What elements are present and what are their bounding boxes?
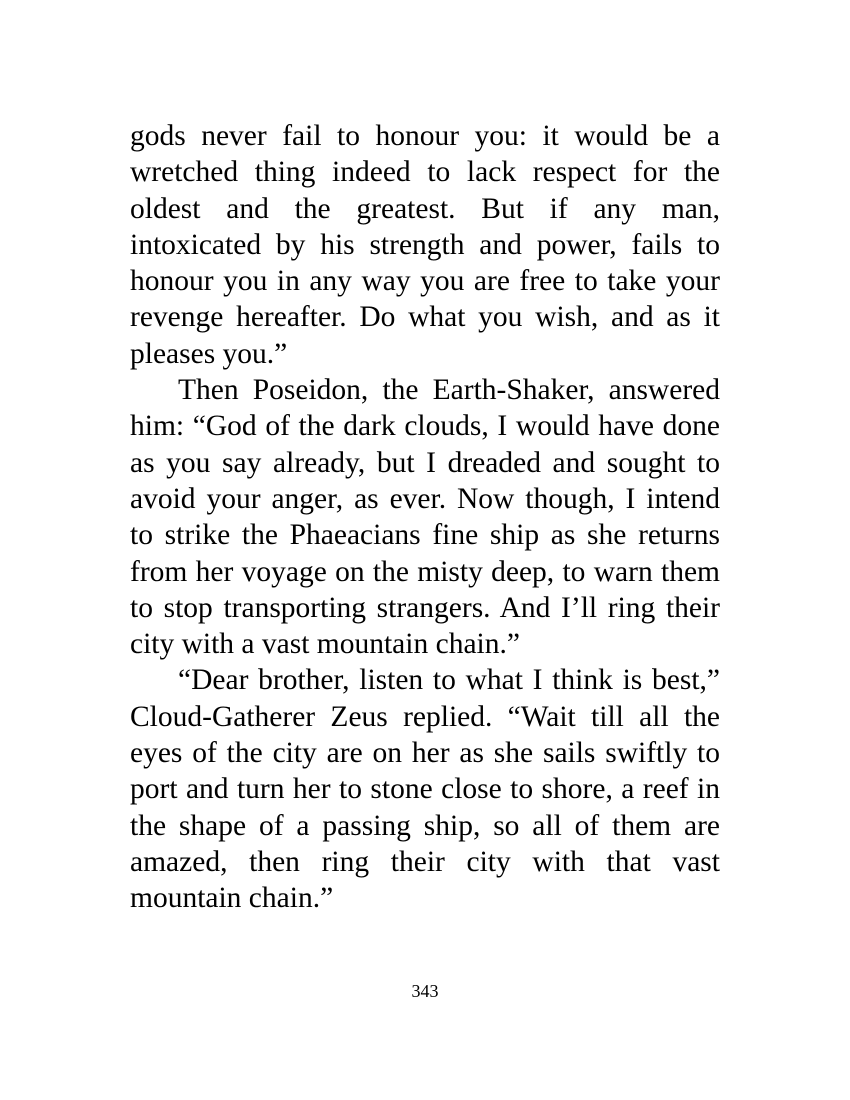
paragraph-2: Then Poseidon, the Earth-Shaker, answered him: “God of the dark clouds, I would have done as you say already, but I dreaded and sought to avoid your anger, as ever. Now though, I intend to strike the Phaeacians fine ship as she returns from her voyage on the misty deep, to warn them to stop transporting strangers. And I’ll ring their city with a vast mountain chain.” [130,374,720,661]
page-text [130,118,720,917]
page-number: 343 [411,981,439,1001]
paragraph-3: “Dear brother, listen to what I think is best,” Cloud-Gatherer Zeus replied. “Wait till all the eyes of the city are on her as she sails swiftly to port and turn her to stone close to shore, a reef in the shape of a passing ship, so all of them are amazed, then ring their city with that vast mountain chain.” [130,664,720,915]
paragraph-1: gods never fail to honour you: it would be a wretched thing indeed to lack respect for the oldest and the greatest. But if any man, intoxicated by his strength and power, fails to honour you in any way you are free to take your revenge hereafter. Do what you wish, and as it pleases you.” [130,120,720,370]
